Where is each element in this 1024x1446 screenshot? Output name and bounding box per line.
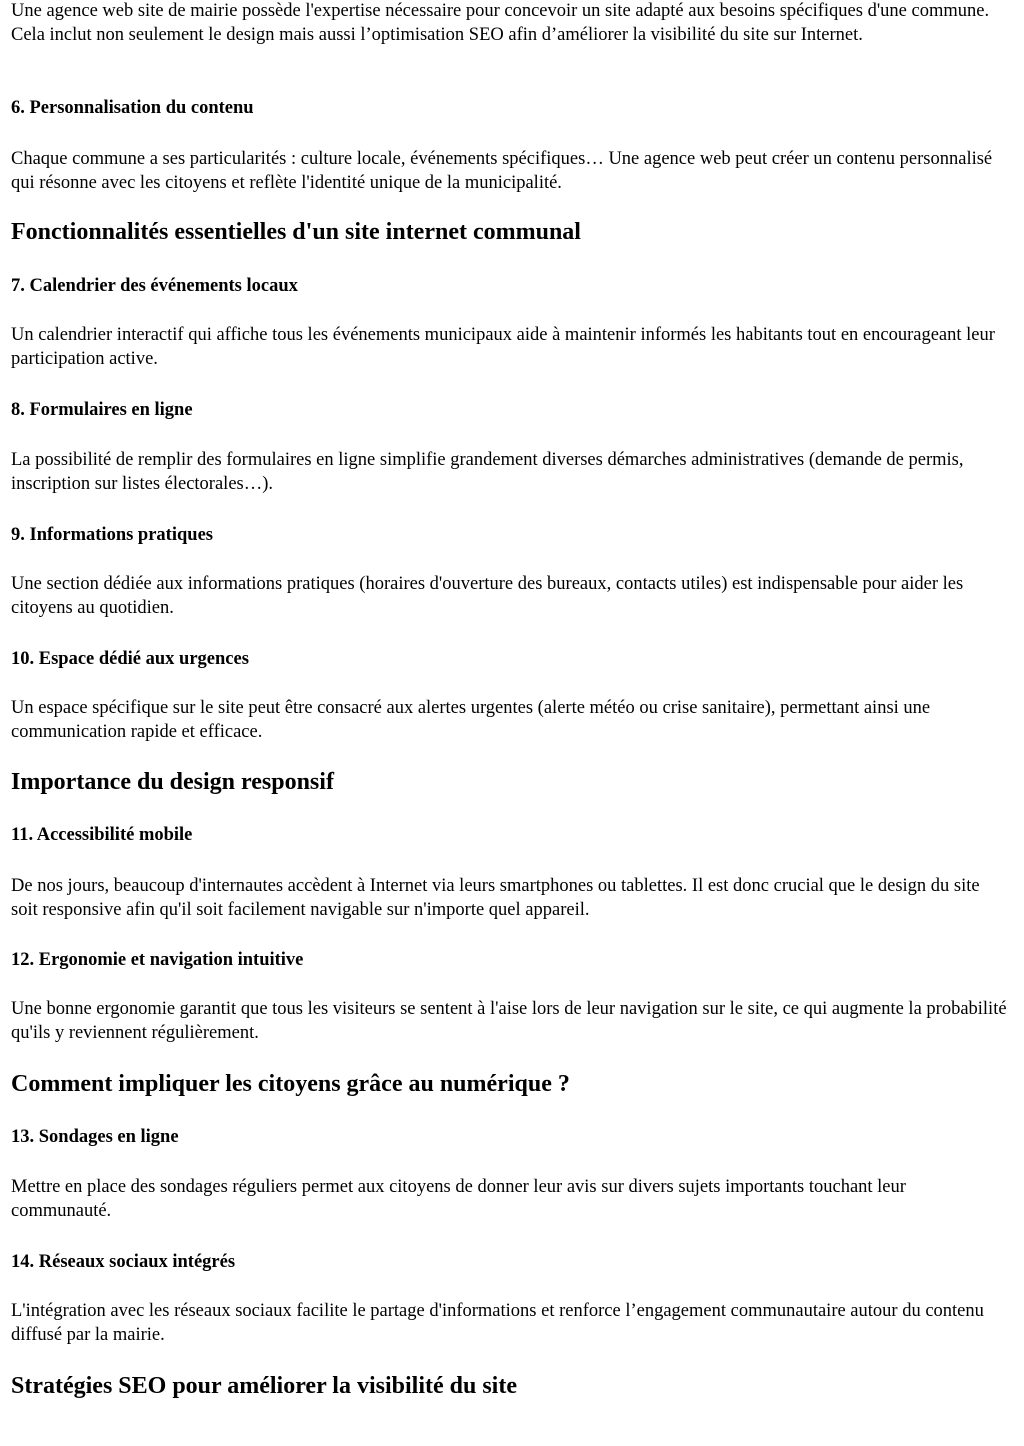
section-title-fonctionnalites: Fonctionnalités essentielles d'un site internet communal bbox=[11, 219, 581, 245]
paragraph-reseaux-sociaux: L'intégration avec les réseaux sociaux facilite le partage d'informations et renforce l’engagement communautaire autour du contenu diffusé par la mairie. bbox=[11, 1301, 984, 1345]
paragraph-formulaires-en-ligne: La possibilité de remplir des formulaires en ligne simplifie grandement diverses démarches administratives (demande de permis, inscription sur listes électorales…). bbox=[11, 450, 964, 494]
paragraph-calendrier-evenements: Un calendrier interactif qui affiche tous les événements municipaux aide à maintenir informés les habitants tout en encourageant leur participation active. bbox=[11, 325, 995, 369]
heading-sondages-en-ligne: 13. Sondages en ligne bbox=[11, 1127, 179, 1147]
section-title-strategies-seo: Stratégies SEO pour améliorer la visibilité du site bbox=[11, 1373, 517, 1399]
heading-formulaires-en-ligne: 8. Formulaires en ligne bbox=[11, 400, 193, 420]
heading-ergonomie-navigation: 12. Ergonomie et navigation intuitive bbox=[11, 950, 304, 970]
paragraph-accessibilite-mobile: De nos jours, beaucoup d'internautes accèdent à Internet via leurs smartphones ou tablettes. Il est donc crucial que le design du site soit responsive afin qu'il soit facilement navigable sur n'importe quel appareil. bbox=[11, 876, 980, 920]
heading-accessibilite-mobile: 11. Accessibilité mobile bbox=[11, 825, 193, 845]
paragraph-personnalisation-contenu: Chaque commune a ses particularités : culture locale, événements spécifiques… Une agence web peut créer un contenu personnalisé qui résonne avec les citoyens et reflète l'identité unique de la municipalité. bbox=[11, 149, 993, 193]
heading-calendrier-evenements: 7. Calendrier des événements locaux bbox=[11, 276, 298, 296]
section-title-impliquer-citoyens: Comment impliquer les citoyens grâce au numérique ? bbox=[11, 1071, 570, 1097]
heading-reseaux-sociaux: 14. Réseaux sociaux intégrés bbox=[11, 1252, 236, 1272]
heading-espace-urgences: 10. Espace dédié aux urgences bbox=[11, 649, 249, 669]
paragraph-informations-pratiques: Une section dédiée aux informations pratiques (horaires d'ouverture des bureaux, contacts utiles) est indispensable pour aider les citoyens au quotidien. bbox=[11, 574, 964, 618]
paragraph-sondages-en-ligne: Mettre en place des sondages réguliers permet aux citoyens de donner leur avis sur divers sujets importants touchant leur communauté. bbox=[11, 1177, 906, 1221]
intro-paragraph: Une agence web site de mairie possède l'expertise nécessaire pour concevoir un site adapté aux besoins spécifiques d'une commune. Cela inclut non seulement le design mais aussi l’optimisation SEO afin d’améliorer la visibilité du site sur Internet. bbox=[11, 1, 990, 45]
heading-informations-pratiques: 9. Informations pratiques bbox=[11, 525, 213, 545]
heading-personnalisation-contenu: 6. Personnalisation du contenu bbox=[11, 98, 254, 118]
paragraph-ergonomie-navigation: Une bonne ergonomie garantit que tous les visiteurs se sentent à l'aise lors de leur navigation sur le site, ce qui augmente la probabilité qu'ils y reviennent régulièrement. bbox=[11, 999, 1007, 1043]
section-title-design-responsif: Importance du design responsif bbox=[11, 769, 334, 795]
paragraph-espace-urgences: Un espace spécifique sur le site peut être consacré aux alertes urgentes (alerte météo ou crise sanitaire), permettant ainsi une communication rapide et efficace. bbox=[11, 698, 931, 742]
